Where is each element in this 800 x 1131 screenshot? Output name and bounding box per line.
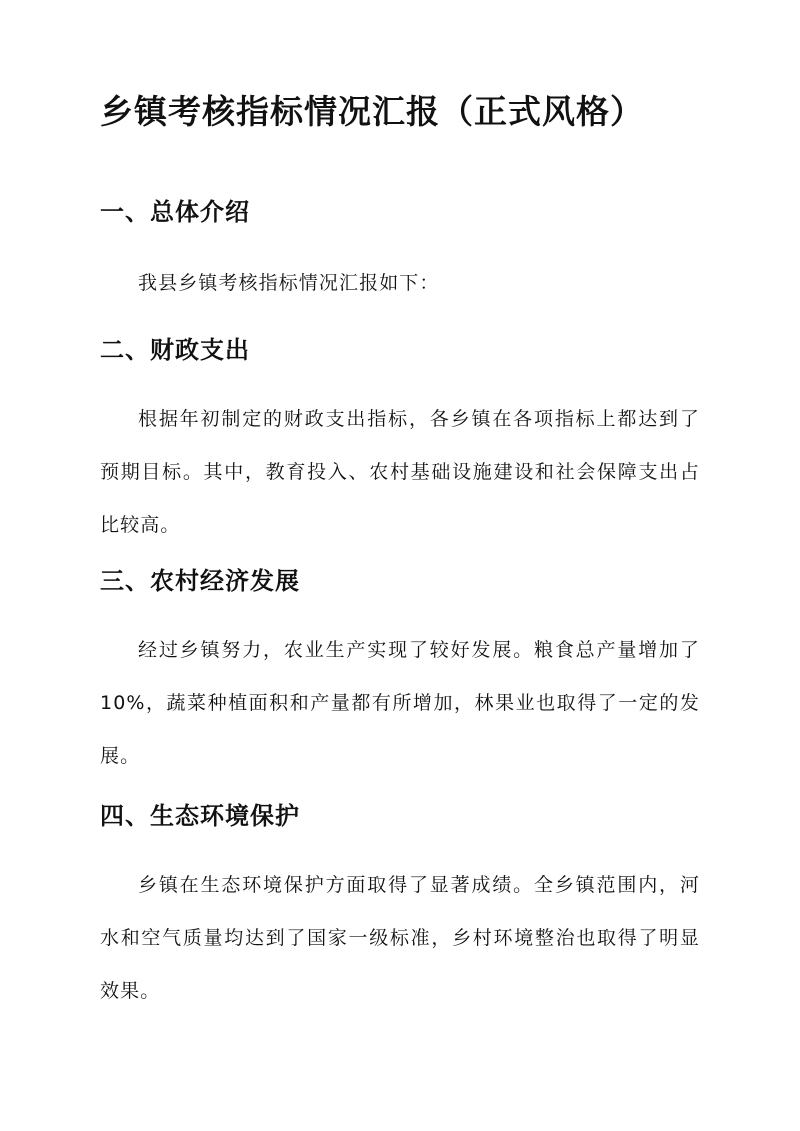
- section-heading-overview: 一、总体介绍: [100, 198, 250, 226]
- section-heading-rural-economy: 三、农村经济发展: [100, 567, 300, 595]
- section-heading-finance: 二、财政支出: [100, 336, 250, 364]
- section-heading-ecology: 四、生态环境保护: [100, 802, 300, 830]
- section-body-overview: 我县乡镇考核指标情况汇报如下：: [138, 272, 440, 294]
- section-body-rural-economy: 经过乡镇努力，农业生产实现了较好发展。粮食总产量增加了10%，蔬菜种植面积和产量都有所增加，林果业也取得了一定的发展。: [100, 639, 700, 767]
- document-title: 乡镇考核指标情况汇报（正式风格）: [100, 92, 644, 131]
- section-body-ecology: 乡镇在生态环境保护方面取得了显著成绩。全乡镇范围内，河水和空气质量均达到了国家一级标准，乡村环境整治也取得了明显效果。: [100, 874, 700, 1002]
- section-body-finance: 根据年初制定的财政支出指标，各乡镇在各项指标上都达到了预期目标。其中，教育投入、农村基础设施建设和社会保障支出占比较高。: [100, 408, 700, 536]
